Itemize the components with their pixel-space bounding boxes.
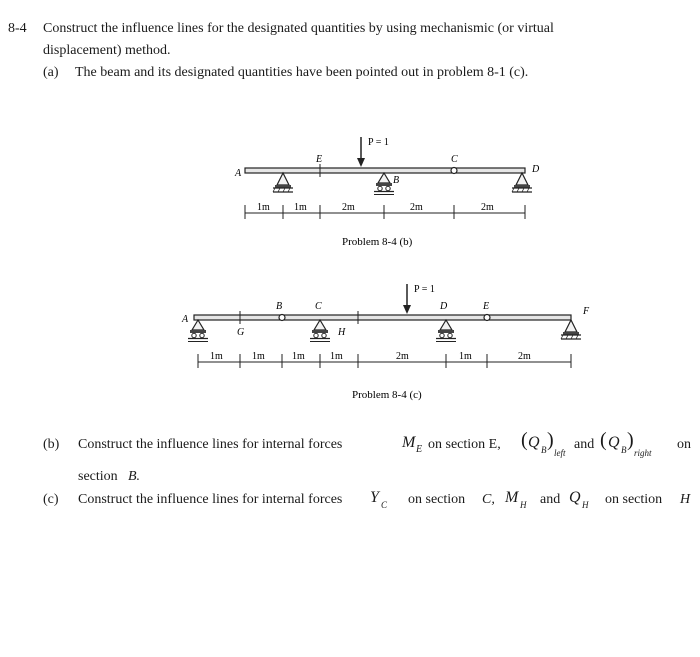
part-b-and: and — [574, 437, 595, 452]
part-b-text: Construct the influence lines for internal forces — [78, 437, 343, 452]
support-c-d — [436, 320, 456, 342]
part-c-and: and — [540, 492, 561, 507]
part-b-right-subscript: right — [634, 448, 652, 458]
part-c-text: Construct the influence lines for internal forces — [78, 492, 343, 507]
dim-b-3: 2m — [342, 202, 355, 213]
label-c-a: A — [182, 314, 189, 325]
part-c-moment-subscript: H — [520, 500, 527, 510]
support-b-1 — [273, 173, 293, 192]
label-c-e: E — [483, 301, 490, 312]
hinge-c — [451, 168, 457, 174]
part-b-shear-symbol-2: Q — [608, 434, 620, 451]
dim-c-6: 1m — [459, 351, 472, 362]
label-b-c: C — [451, 154, 458, 165]
dim-c-7: 2m — [518, 351, 531, 362]
part-b-shear-symbol: Q — [528, 434, 540, 451]
hinge-b — [279, 315, 285, 321]
part-b-line2: section — [78, 469, 118, 484]
support-c-a — [188, 320, 208, 342]
part-c-label: (c) — [43, 492, 59, 507]
problem-statement-line2: displacement) method. — [43, 43, 171, 58]
part-a-text: The beam and its designated quantities have been pointed out in problem 8-1 (c). — [75, 65, 529, 80]
part-c-on-section: on section — [408, 492, 466, 507]
load-label-c: P = 1 — [414, 284, 435, 295]
label-c-d: D — [440, 301, 448, 312]
problem-statement-line1: Construct the influence lines for the designated quantities by using mechanismic (or virtual — [43, 21, 554, 36]
dim-b-1: 1m — [257, 202, 270, 213]
support-b-d — [512, 173, 532, 192]
part-c-y-subscript: C — [381, 500, 388, 510]
label-c-b: B — [276, 301, 283, 312]
dim-c-2: 1m — [252, 351, 265, 362]
label-c-c: C — [315, 301, 322, 312]
problem-number: 8-4 — [8, 21, 27, 36]
part-b-moment-subscript: E — [416, 444, 423, 455]
dim-c-1: 1m — [210, 351, 223, 362]
part-b-left-subscript: left — [554, 448, 566, 458]
support-b-roller — [374, 173, 394, 195]
hinge-e — [484, 315, 490, 321]
figure-c — [181, 284, 590, 401]
part-b-label: (b) — [43, 437, 60, 452]
part-b-section-e: on section E, — [428, 437, 501, 452]
dim-b-5: 2m — [481, 202, 494, 213]
part-c-section-h: H — [680, 492, 691, 507]
part-b-on: on — [677, 437, 691, 452]
part-c-shear-symbol: Q — [569, 489, 581, 506]
part-b-moment-symbol: M — [402, 434, 416, 451]
part-b-section-b: B. — [128, 469, 141, 484]
part-a-label: (a) — [43, 65, 59, 80]
part-b-shear-subscript-2: B — [621, 445, 627, 455]
support-c-c — [310, 320, 330, 342]
figure-b — [234, 137, 540, 248]
label-c-g: G — [237, 327, 245, 338]
beam-c — [194, 315, 571, 320]
label-b-b: B — [393, 175, 400, 186]
dim-c-4: 1m — [330, 351, 343, 362]
dim-c-5: 2m — [396, 351, 409, 362]
caption-c: Problem 8-4 (c) — [352, 389, 422, 401]
dim-c-3: 1m — [292, 351, 305, 362]
part-b-shear-subscript: B — [541, 445, 547, 455]
label-b-e: E — [316, 154, 323, 165]
label-c-f: F — [583, 306, 590, 317]
part-c-section-c: C, — [482, 492, 495, 507]
label-c-h: H — [338, 327, 346, 338]
part-c-shear-subscript: H — [582, 500, 589, 510]
load-label-b: P = 1 — [368, 137, 389, 148]
caption-b: Problem 8-4 (b) — [342, 236, 413, 248]
beam-b — [245, 168, 525, 173]
support-c-f — [561, 320, 581, 339]
label-b-d: D — [532, 164, 540, 175]
part-c-y-symbol: Y — [370, 489, 379, 506]
part-c-on-section-2: on section — [605, 492, 663, 507]
label-b-a: A — [235, 168, 242, 179]
part-c-moment-symbol: M — [505, 489, 519, 506]
dim-b-4: 2m — [410, 202, 423, 213]
dim-b-2: 1m — [294, 202, 307, 213]
